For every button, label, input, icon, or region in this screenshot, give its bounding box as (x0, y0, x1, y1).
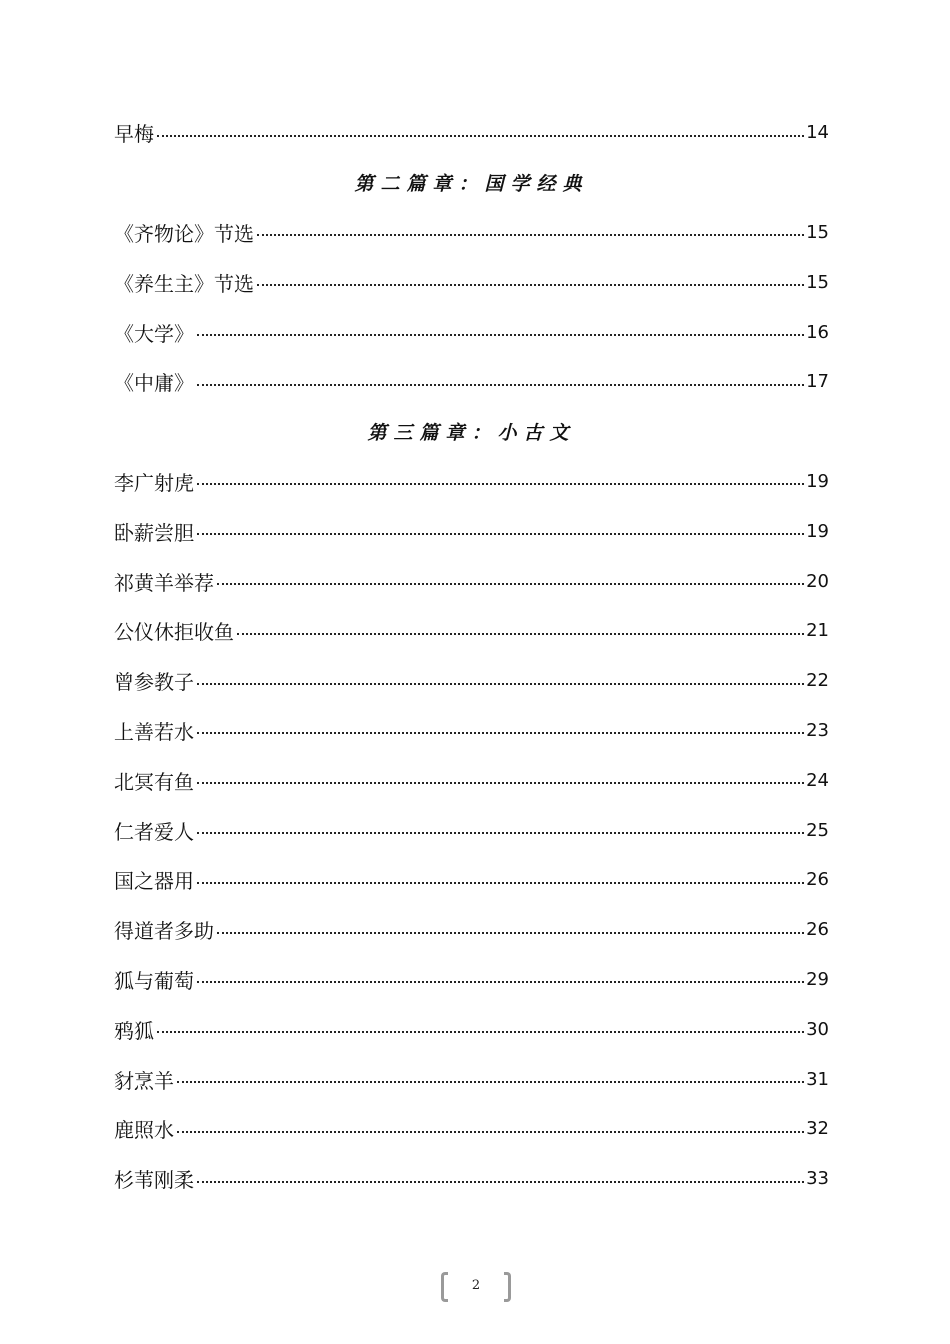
toc-entry-page: 15 (806, 271, 829, 293)
toc-entry-title: 鹿照水 (114, 1118, 174, 1143)
dot-leader (197, 782, 804, 784)
toc-entry-page: 22 (806, 670, 829, 692)
dot-leader (197, 683, 804, 685)
dot-leader (197, 1181, 804, 1183)
dot-leader (257, 284, 804, 286)
toc-entry[interactable] (114, 556, 829, 606)
dot-leader (257, 234, 804, 236)
toc-entry[interactable] (114, 457, 829, 507)
dot-leader (197, 334, 804, 336)
toc-entry-title: 早梅 (114, 122, 154, 147)
toc-entry-page: 16 (806, 321, 829, 343)
dot-leader (197, 882, 804, 884)
toc-entry-page: 20 (806, 570, 829, 592)
toc-entry-title: 祁黄羊举荐 (114, 570, 214, 595)
page-number: 2 (471, 1278, 481, 1293)
toc-entry[interactable] (114, 656, 829, 706)
toc-entry-title: 《大学》 (114, 321, 194, 346)
toc-entry-title: 《齐物论》节选 (114, 221, 254, 246)
toc-entry-page: 25 (806, 819, 829, 841)
toc-entry-page: 32 (806, 1118, 829, 1140)
toc-entry-title: 狐与葡萄 (114, 968, 194, 993)
toc-entry-title: 仁者爱人 (114, 819, 194, 844)
toc-entry-page: 26 (806, 919, 829, 941)
toc-entry-title: 豺烹羊 (114, 1068, 174, 1093)
toc-entry[interactable] (114, 1054, 829, 1104)
toc-entry-title: 《养生主》节选 (114, 271, 254, 296)
toc-entry-page: 26 (806, 869, 829, 891)
section-heading: 第三篇章：小古文 (367, 422, 576, 445)
toc-entry-page: 31 (806, 1068, 829, 1090)
toc-entry-page: 33 (806, 1168, 829, 1190)
toc-entry-title: 得道者多助 (114, 919, 214, 944)
dot-leader (237, 633, 804, 635)
toc-entry-title: 上善若水 (114, 719, 194, 744)
toc-entry[interactable] (114, 208, 829, 258)
toc-entry[interactable] (114, 855, 829, 905)
toc-entry-page: 14 (806, 122, 829, 144)
toc-entry-page: 21 (806, 620, 829, 642)
toc-entry[interactable] (114, 606, 829, 656)
table-of-contents (114, 108, 829, 1204)
toc-entry[interactable] (114, 307, 829, 357)
toc-entry-title: 《中庸》 (114, 371, 194, 396)
dot-leader (177, 1131, 804, 1133)
dot-leader (217, 583, 804, 585)
toc-entry-page: 19 (806, 470, 829, 492)
dot-leader (217, 932, 804, 934)
toc-entry[interactable] (114, 755, 829, 805)
toc-entry-page: 29 (806, 968, 829, 990)
toc-entry[interactable] (114, 706, 829, 756)
toc-entry[interactable] (114, 1004, 829, 1054)
dot-leader (197, 832, 804, 834)
dot-leader (157, 1031, 804, 1033)
dot-leader (197, 732, 804, 734)
toc-entry[interactable] (114, 805, 829, 855)
toc-entry-title: 卧薪尝胆 (114, 520, 194, 545)
toc-entry-page: 15 (806, 221, 829, 243)
page-number-badge (441, 1272, 511, 1304)
section-heading: 第二篇章：国学经典 (354, 173, 589, 196)
dot-leader (197, 384, 804, 386)
toc-entry-page: 23 (806, 719, 829, 741)
toc-entry[interactable] (114, 357, 829, 407)
toc-entry-title: 公仪休拒收鱼 (114, 620, 234, 645)
dot-leader (197, 981, 804, 983)
toc-entry-title: 李广射虎 (114, 470, 194, 495)
toc-entry[interactable] (114, 905, 829, 955)
dot-leader (177, 1081, 804, 1083)
toc-entry-page: 30 (806, 1018, 829, 1040)
toc-entry[interactable] (114, 108, 829, 158)
toc-entry-title: 杉苇刚柔 (114, 1168, 194, 1193)
toc-entry-title: 北冥有鱼 (114, 769, 194, 794)
toc-entry-page: 19 (806, 520, 829, 542)
toc-entry-title: 鸦狐 (114, 1018, 154, 1043)
toc-entry[interactable] (114, 506, 829, 556)
toc-entry[interactable] (114, 1104, 829, 1154)
toc-entry-title: 国之器用 (114, 869, 194, 894)
toc-entry-page: 17 (806, 371, 829, 393)
dot-leader (197, 483, 804, 485)
dot-leader (157, 135, 804, 137)
toc-entry-page: 24 (806, 769, 829, 791)
toc-entry-title: 曾参教子 (114, 670, 194, 695)
toc-entry[interactable] (114, 1154, 829, 1204)
toc-entry[interactable] (114, 955, 829, 1005)
right-bracket-icon (504, 1272, 511, 1302)
dot-leader (197, 533, 804, 535)
toc-entry[interactable] (114, 257, 829, 307)
